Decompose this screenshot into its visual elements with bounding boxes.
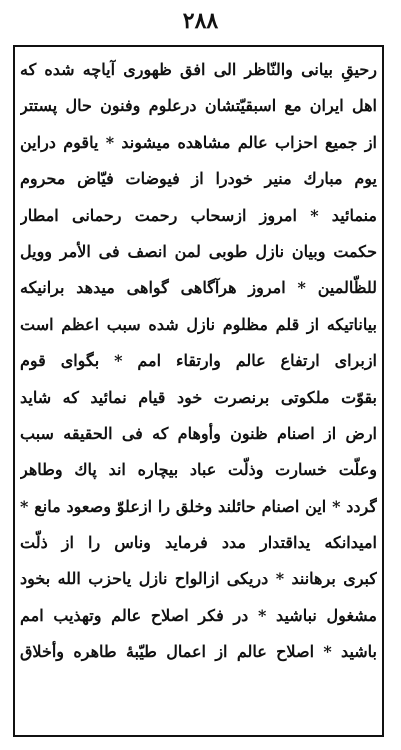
- text-line: ارض از اصنام ظنون وأوهام که فی الحقیقه سبب: [20, 423, 377, 443]
- text-line: للظّالمین * امروز هرآگاهی گواهی میدهد برانیکه: [20, 278, 377, 298]
- text-line: ازبرای ارتفاع عالم وارتقاء امم * بگوای قوم: [20, 351, 377, 371]
- text-line: بقوّت ملکوتی برنصرت خود قیام نمائید که شاید: [20, 387, 377, 407]
- text-line: باشید * اصلاح عالم از اعمال طیّبهٔ طاهره وأخلاق: [20, 642, 377, 662]
- text-body: [20, 52, 377, 671]
- text-line: کبری برهانند * دریکی ازالواح نازل یاحزب الله بخود: [20, 569, 377, 589]
- text-line: یوم مبارك منیر خودرا از فیوضات فیّاض محروم: [20, 169, 377, 189]
- text-line: از جمیع احزاب عالم مشاهده میشوند * یاقوم دراین: [20, 132, 377, 152]
- text-line: رحیقِ بیانی والنّاظر الی افق ظهوری آیاچه شده که: [20, 60, 377, 79]
- page-number: ۲۸۸: [182, 8, 219, 34]
- text-line: حکمت وبیان نازل طوبی لمن انصف فی الأمر وویل: [20, 241, 377, 261]
- text-line: اهل ایران مع اسبقیّتشان درعلوم وفنون حال پستتر: [20, 96, 377, 116]
- text-line: مشغول نباشید * در فکر اصلاح عالم وتهذیب امم: [20, 605, 377, 625]
- text-line: بیاناتیکه از قلم مظلوم نازل شده سبب اعظم است: [20, 314, 377, 334]
- text-line: وعلّت خسارت وذلّت عباد بیچاره اند پاك وطاهر: [20, 460, 377, 480]
- text-line: گردد * این اصنام حائلند وخلق را ازعلوّ وصعود مانع *: [20, 496, 377, 516]
- text-line: منمائید * امروز ازسحاب رحمت رحمانی امطار: [20, 205, 377, 225]
- text-line: امیدانکه یداقتدار مدد فرماید وناس را از ذلّت: [20, 533, 377, 553]
